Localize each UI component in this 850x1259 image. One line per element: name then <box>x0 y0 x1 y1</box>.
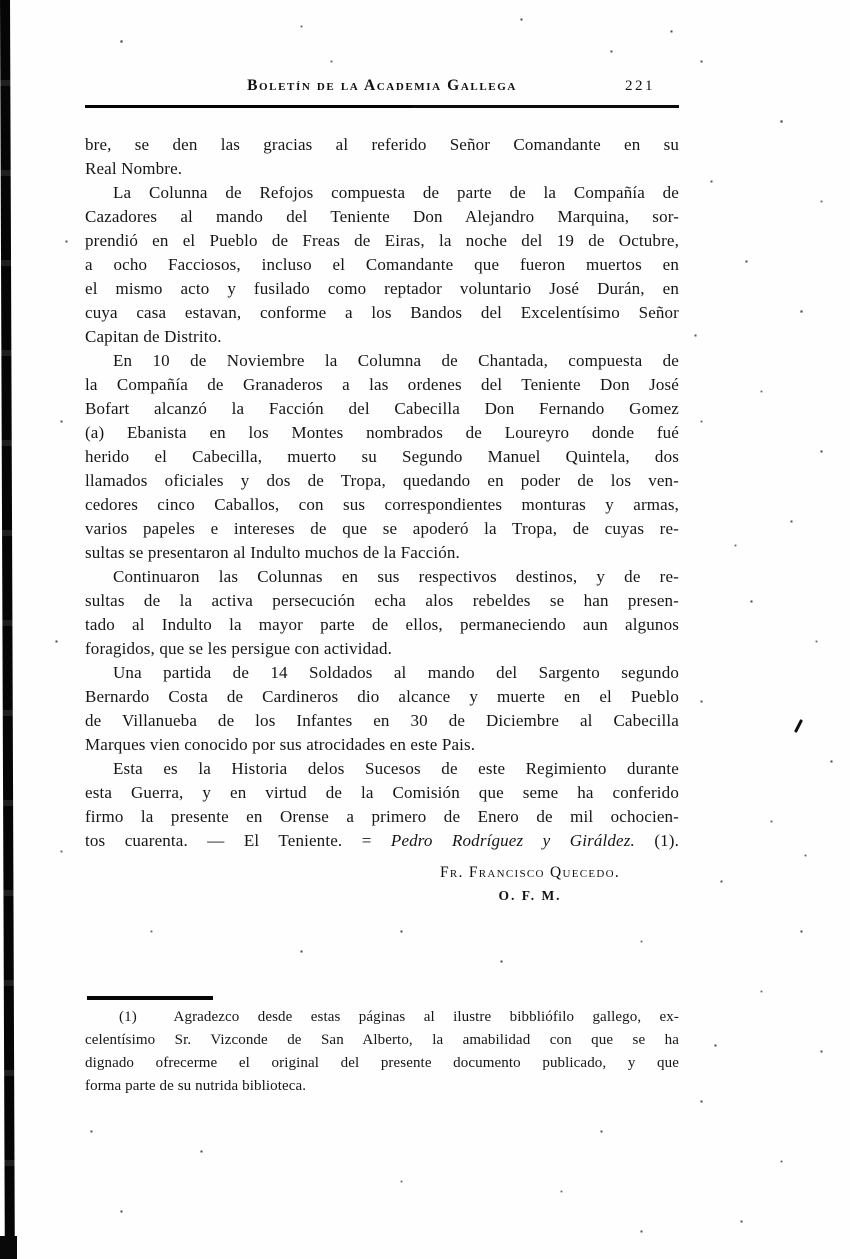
text-line <box>85 637 679 661</box>
paragraph <box>85 349 679 565</box>
ink-slash-mark <box>794 719 803 733</box>
text-segment: Continuaron las Colunnas en sus respectivos destinos, y de re- <box>113 567 679 586</box>
text-segment: el mismo acto y fusilado como reptador voluntario José Durán, en <box>85 279 679 298</box>
text-line <box>85 1029 679 1052</box>
text-segment: Real Nombre. <box>85 159 183 178</box>
paragraph <box>85 661 679 757</box>
page-number: 221 <box>625 78 655 94</box>
text-line <box>85 661 679 685</box>
text-segment: forma parte de su nutrida biblioteca. <box>85 1078 307 1094</box>
text-line <box>85 325 679 349</box>
footnote-separator <box>87 996 213 1000</box>
text-line <box>85 565 679 589</box>
paragraph <box>85 181 679 349</box>
text-line <box>85 613 679 637</box>
text-segment: sultas se presentaron al Indulto muchos de la Facción. <box>85 543 460 562</box>
text-segment: (1). <box>634 831 679 850</box>
text-line <box>85 709 679 733</box>
text-segment: La Colunna de Refojos compuesta de parte de la Compañía de <box>113 183 679 202</box>
text-line <box>85 229 679 253</box>
body-text <box>85 133 679 853</box>
left-binding-edge-blob <box>0 1236 17 1259</box>
text-line <box>85 205 679 229</box>
text-line <box>85 469 679 493</box>
text-line <box>85 133 679 157</box>
paragraph <box>85 757 679 853</box>
text-line <box>85 805 679 829</box>
text-segment: llamados oficiales y dos de Tropa, quedando en poder de los ven- <box>85 471 679 490</box>
text-line <box>85 757 679 781</box>
page-header <box>85 77 679 99</box>
journal-title: Boletín de la Academia Gallega <box>247 77 517 94</box>
text-segment: cedores cinco Caballos, con sus correspondientes monturas y armas, <box>85 495 679 514</box>
text-line <box>85 253 679 277</box>
text-line <box>85 181 679 205</box>
text-line <box>85 829 679 853</box>
text-line <box>85 493 679 517</box>
text-segment: Marques vien conocido por sus atrocidades en este Pais. <box>85 735 476 754</box>
signature-block <box>389 864 671 904</box>
text-segment: Una partida de 14 Soldados al mando del Sargento segundo <box>113 663 679 682</box>
text-line <box>85 397 679 421</box>
text-segment: esta Guerra, y en virtud de la Comisión que seme ha conferido <box>85 783 679 802</box>
text-segment: varios papeles e intereses de que se apoderó la Tropa, de cuyas re- <box>85 519 679 538</box>
text-line <box>85 1006 679 1029</box>
text-segment: bre, se den las gracias al referido Señor Comandante en su <box>85 135 679 154</box>
signature-name: Fr. Francisco Quecedo. <box>439 864 621 881</box>
text-line <box>85 157 679 181</box>
text-line <box>85 277 679 301</box>
header-rule <box>85 105 679 108</box>
text-segment: de Villanueba de los Infantes en 30 de Diciembre al Cabecilla <box>85 711 679 730</box>
text-segment: tos cuarenta. — El Teniente. = <box>85 831 391 850</box>
signature-order: O. F. M. <box>498 888 562 903</box>
text-line <box>85 517 679 541</box>
text-line <box>85 589 679 613</box>
text-line <box>85 373 679 397</box>
text-line <box>85 733 679 757</box>
footnote <box>85 1006 679 1098</box>
text-segment: (a) Ebanista en los Montes nombrados de Loureyro donde fué <box>85 423 679 442</box>
text-segment: a ocho Facciosos, incluso el Comandante que fueron muertos en <box>85 255 679 274</box>
text-line <box>85 781 679 805</box>
text-line <box>85 301 679 325</box>
text-line <box>85 1075 679 1098</box>
paragraph <box>85 1006 679 1098</box>
text-segment: Capitan de Distrito. <box>85 327 222 346</box>
text-segment: tado al Indulto la mayor parte de ellos, permaneciendo aun algunos <box>85 615 679 634</box>
text-segment: la Compañía de Granaderos a las ordenes del Teniente Don José <box>85 375 679 394</box>
text-segment: Cazadores al mando del Teniente Don Alejandro Marquina, sor- <box>85 207 679 226</box>
text-segment: En 10 de Noviembre la Columna de Chantada, compuesta de <box>113 351 679 370</box>
text-segment: sultas de la activa persecución echa alos rebeldes se han presen- <box>85 591 679 610</box>
text-segment: Bofart alcanzó la Facción del Cabecilla Don Fernando Gomez <box>85 399 679 418</box>
text-segment: celentísimo Sr. Vizconde de San Alberto, la amabilidad con que se ha <box>85 1032 679 1048</box>
text-segment: cuya casa estavan, conforme a los Bandos del Excelentísimo Señor <box>85 303 679 322</box>
scan-noise-speckles <box>0 0 1 1</box>
text-line <box>85 685 679 709</box>
text-segment: dignado ofrecerme el original del presente documento publicado, y que <box>85 1055 679 1071</box>
text-line <box>85 445 679 469</box>
text-segment: Bernardo Costa de Cardineros dio alcance y muerte en el Pueblo <box>85 687 679 706</box>
paragraph <box>85 565 679 661</box>
text-segment: Esta es la Historia delos Sucesos de este Regimiento durante <box>113 759 679 778</box>
text-line <box>85 349 679 373</box>
text-line <box>85 421 679 445</box>
left-binding-edge <box>0 0 15 1259</box>
text-segment: foragidos, que se les persigue con actividad. <box>85 639 392 658</box>
paragraph <box>85 133 679 181</box>
text-segment: firmo la presente en Orense a primero de Enero de mil ochocien- <box>85 807 679 826</box>
text-segment: (1) Agradezco desde estas páginas al ilustre bibbliófilo gallego, ex- <box>119 1009 679 1025</box>
text-segment: prendió en el Pueblo de Freas de Eiras, la noche del 19 de Octubre, <box>85 231 679 250</box>
text-line <box>85 1052 679 1075</box>
text-segment: herido el Cabecilla, muerto su Segundo Manuel Quintela, dos <box>85 447 679 466</box>
italic-signature-text: Pedro Rodríguez y Giráldez. <box>390 831 635 850</box>
text-line <box>85 541 679 565</box>
